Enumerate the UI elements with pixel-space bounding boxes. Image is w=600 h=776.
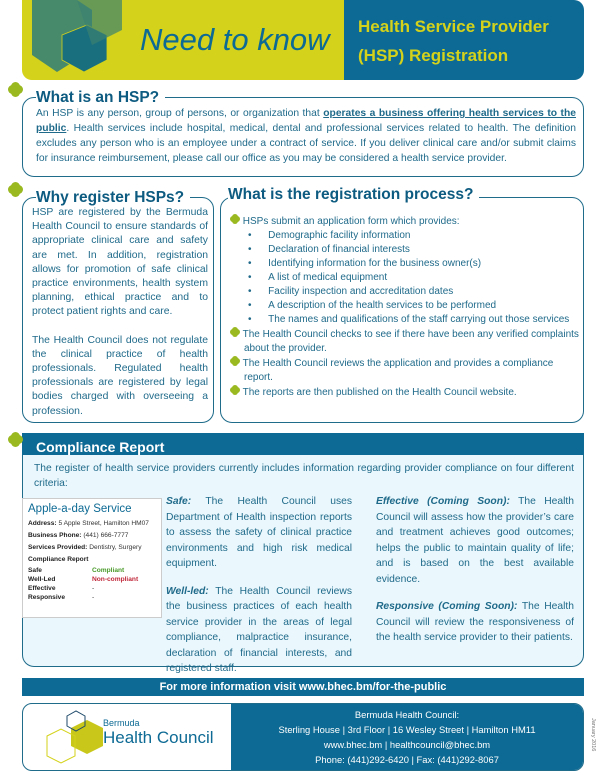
hexagon-logo-decoration	[22, 0, 142, 80]
step-text: The Health Council reviews the application and provides a compliance report.	[242, 358, 554, 383]
text: The Health Council will assess how the provider’s care and treatment achieves good outcomes; helps the public to maintain quality of life; and is based on the best available evidence.	[376, 496, 574, 585]
label: Effective (Coming Soon):	[376, 496, 510, 507]
report-label	[28, 554, 156, 566]
item-text: Demographic facility information	[268, 230, 411, 241]
step-item	[230, 214, 580, 229]
web-email[interactable]: www.bhec.bm | healthcouncil@bhec.bm	[323, 739, 491, 750]
text: The Health Council uses Department of Health inspection reports to assess the safety of clinical practice environments and high risk medical equipment.	[166, 496, 352, 569]
item-text: A description of the health services to be performed	[268, 300, 497, 311]
item-text: Identifying information for the business owner(s)	[268, 258, 482, 269]
status: Non-compliant	[92, 576, 139, 583]
phone-row	[28, 530, 156, 542]
status: -	[92, 585, 95, 592]
list-item: • Declaration of financial interests	[248, 244, 410, 255]
contact-info	[231, 704, 583, 770]
step-text: The reports are then published on the Health Council website.	[242, 387, 517, 398]
value: (441) 666-7777	[83, 532, 129, 539]
criterion-well-led	[166, 584, 352, 677]
criterion: Responsive	[28, 594, 66, 601]
list-item: • Identifying information for the business owner(s)	[248, 258, 482, 269]
criterion: Effective	[28, 585, 56, 592]
label: Address:	[28, 520, 57, 527]
logo-big: Health Council	[103, 728, 214, 747]
title-line-2: (HSP) Registration	[358, 46, 509, 65]
page-title	[358, 12, 549, 70]
step-item	[230, 356, 580, 385]
list-item: • Demographic facility information	[248, 230, 411, 241]
item-text: Facility inspection and accreditation dates	[268, 286, 454, 297]
org-name: Bermuda Health Council:	[354, 709, 460, 720]
address-row	[28, 518, 156, 530]
report-rows	[28, 566, 156, 602]
registration-steps	[230, 214, 580, 400]
text: . Health services include hospital, medical, dental and professional services related to health. The definition excludes any person who is an employee under a contract of service. If you deliver clinical care and/or submit claims for insurance reimbursement, please call our office as you may be considered a health service provider.	[36, 123, 576, 164]
compliance-header	[12, 436, 164, 457]
list-item: • Facility inspection and accreditation dates	[248, 286, 454, 297]
section-heading: What is the registration process?	[228, 186, 479, 204]
label: Compliance Report	[28, 556, 89, 563]
text: The Health Council will review the responsiveness of the health service provider to their patients.	[376, 601, 574, 643]
address: Sterling House | 3rd Floor | 16 Wesley Street | Hamilton HM11	[278, 724, 536, 735]
clover-icon	[230, 214, 240, 224]
report-row	[28, 593, 156, 602]
section-heading: Why register HSPs?	[36, 189, 190, 206]
emphasis-link[interactable]: operates a business offering health services to the public	[36, 108, 576, 134]
criteria-left	[166, 494, 352, 677]
why-register-text	[32, 206, 208, 419]
clover-icon	[8, 432, 32, 456]
step-text: The Health Council checks to see if there have been any verified complaints about the provider.	[242, 329, 579, 354]
criterion-safe	[166, 494, 352, 572]
what-is-hsp-text	[36, 106, 576, 166]
clover-icon	[8, 182, 32, 206]
label: Business Phone:	[28, 532, 82, 539]
services-row	[28, 542, 156, 554]
section-heading: What is an HSP?	[36, 89, 165, 106]
title-line-1: Health Service Provider	[358, 17, 549, 36]
need-to-know-title: Need to know	[140, 22, 330, 57]
criterion-effective	[376, 494, 574, 587]
item-text: The names and qualifications of the staff carrying out those services	[268, 314, 570, 325]
report-row	[28, 584, 156, 593]
step-item	[230, 385, 580, 400]
value: Dentistry, Surgery	[89, 544, 142, 551]
clover-icon	[230, 385, 240, 395]
label: Well-led:	[166, 585, 209, 597]
list-item: • A description of the health services to be performed	[248, 300, 497, 311]
criterion-responsive	[376, 599, 574, 646]
criterion: Safe	[28, 567, 42, 574]
clover-icon	[230, 327, 240, 337]
item-text: Declaration of financial interests	[268, 244, 410, 255]
what-is-hsp-header	[12, 86, 165, 107]
clover-icon	[8, 82, 32, 106]
criteria-right	[376, 494, 574, 646]
text: The Health Council reviews the business practices of each health service provider in the areas of legal compliance, malpractice insurance, declaration of financial interests, and registered staff.	[166, 585, 352, 674]
paragraph: The Health Council does not regulate the clinical practice of health professionals. Regulated health professionals are registered by legal bodies charged with overseeing a profession.	[32, 334, 208, 417]
report-row	[28, 575, 156, 584]
provider-name: Apple-a-day Service	[28, 503, 132, 515]
sample-provider-card	[22, 498, 162, 618]
criterion: Well-Led	[28, 576, 56, 583]
requirements-list	[230, 229, 580, 327]
status: Compliant	[92, 567, 125, 574]
compliance-intro: The register of health service providers currently includes information regarding provider compliance on four different criteria:	[34, 463, 574, 489]
date-stamp: January 2016	[590, 718, 596, 752]
list-item: • A list of medical equipment	[248, 272, 388, 283]
step-item	[230, 327, 580, 356]
label: Safe:	[166, 496, 192, 507]
logo-small: Bermuda	[103, 718, 140, 728]
report-row	[28, 566, 156, 575]
list-item: • The names and qualifications of the staff carrying out those services	[248, 314, 570, 325]
step-text: HSPs submit an application form which provides:	[242, 216, 460, 227]
item-text: A list of medical equipment	[268, 272, 388, 283]
why-register-header	[12, 186, 190, 207]
clover-icon	[230, 356, 240, 366]
paragraph: HSP are registered by the Bermuda Health Council to ensure standards of appropriate clinical care and safety are met. In addition, registration allows for promotion of safe clinical practice environments, health system planning, ethical practice and to protect patient rights and care.	[32, 207, 208, 318]
phone-fax: Phone: (441)292-6420 | Fax: (441)292-8067	[315, 754, 499, 765]
logo-text	[103, 718, 214, 748]
section-heading: Compliance Report	[36, 439, 165, 455]
contact-box	[22, 703, 584, 771]
more-info-link[interactable]: For more information visit www.bhec.bm/for-the-public	[22, 678, 584, 696]
status: -	[92, 594, 95, 601]
value: 5 Apple Street, Hamilton HM07	[58, 520, 149, 527]
text: An HSP is any person, group of persons, or organization that	[36, 108, 324, 119]
label: Services Provided:	[28, 544, 88, 551]
label: Responsive (Coming Soon):	[376, 601, 518, 612]
